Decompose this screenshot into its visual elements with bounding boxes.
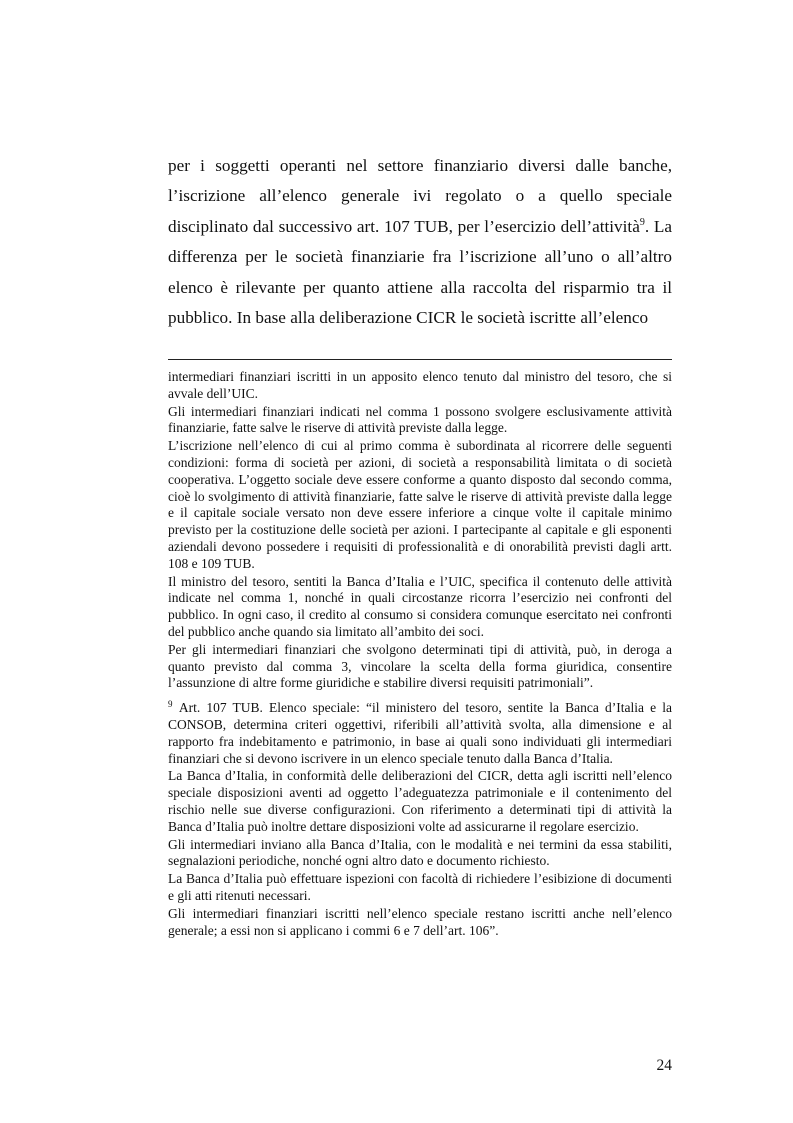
footnotes-area [168,369,672,940]
footnote-continued-paragraph: Il ministro del tesoro, sentiti la Banca d’Italia e l’UIC, specifica il contenuto delle attività indicate nel comma 1, nonché in quali circostanze ricorra l’esercizio nei confronti del pubblico. In ogni caso, il credito al consumo si considera comunque esercitato nei confronti del pubblico anche quando sia limitato all’ambito dei soci. [168,573,672,639]
page-number: 24 [656,1057,672,1074]
footnote-9-paragraph: Gli intermediari inviano alla Banca d’Italia, con le modalità e nei termini da essa stabiliti, segnalazioni periodiche, nonché ogni altro dato e documento richiesto. [168,836,672,869]
footnote-continued-paragraph: intermediari finanziari iscritti in un apposito elenco tenuto dal ministro del tesoro, che si avvale dell’UIC. [168,369,672,401]
body-text-part-2: . La differenza per le società finanziarie fra l’iscrizione all’uno o all’altro elenco è rilevante per quanto attiene alla raccolta del risparmio tra il pubblico. In base alla deliberazione CICR le società iscritte all’elenco [168,216,672,328]
body-paragraph [168,151,672,333]
footnote-9-mark: 9 [168,699,173,710]
footnote-separator [168,359,672,360]
footnote-9-paragraph: Gli intermediari finanziari iscritti nell’elenco speciale restano iscritti anche nell’elenco generale; a essi non si applicano i commi 6 e 7 dell’art. 106”. [168,905,672,938]
footnote-9-paragraph [168,700,672,767]
footnote-9-paragraph: La Banca d’Italia, in conformità delle deliberazioni del CICR, detta agli iscritti nell’elenco speciale disposizioni aventi ad oggetto l’adeguatezza patrimoniale e il contenimento del rischio nelle sue diverse configurazioni. Con riferimento a determinati tipi di attività la Banca d’Italia può inoltre dettare disposizioni volte ad assicurarne il regolare esercizio. [168,768,672,834]
footnote-reference-9[interactable]: 9 [639,216,645,228]
footnote-9-text: Art. 107 TUB. Elenco speciale: “il ministero del tesoro, sentite la Banca d’Italia e la CONSOB, determina criteri oggettivi, riferibili all’attività svolta, alla dimensione e al rapporto fra indebitamento e patrimonio, in base ai quali sono individuati gli intermediari finanziari che si devono iscrivere in un elenco speciale tenuto dalla Banca d’Italia. [168,700,672,766]
footnote-continued-paragraph: Gli intermediari finanziari indicati nel comma 1 possono svolgere esclusivamente attività finanziarie, fatte salve le riserve di attività previste dalla legge. [168,403,672,436]
footnote-9-paragraph: La Banca d’Italia può effettuare ispezioni con facoltà di richiedere l’esibizione di documenti e gli atti ritenuti necessari. [168,871,672,903]
footnote-continued-paragraph: Per gli intermediari finanziari che svolgono determinati tipi di attività, può, in deroga a quanto previsto dal comma 3, vincolare la scelta della forma giuridica, consentire l’assunzione di altre forme giuridiche e stabilire diversi requisiti patrimoniali”. [168,641,672,691]
body-text-part-1: per i soggetti operanti nel settore finanziario diversi dalle banche, l’iscrizione all’elenco generale ivi regolato o a quello speciale disciplinato dal successivo art. 107 TUB, per l’esercizio dell’attività [168,156,672,236]
footnote-continued-paragraph: L’iscrizione nell’elenco di cui al primo comma è subordinata al ricorrere delle seguenti condizioni: forma di società per azioni, di società a responsabilità limitata o di società cooperativa. L’oggetto sociale deve essere conforme a quanto disposto dal secondo comma, cioè lo svolgimento di attività finanziarie, fatte salve le riserve di attività previste dalla legge e il capitale sociale versato non deve essere inferiore a cinque volte il capitale minimo previsto per la costituzione delle società per azioni. I partecipante al capitale e gli esponenti aziendali devono possedere i requisiti di professionalità e di onorabilità previsti dagli artt. 108 e 109 TUB. [168,438,672,571]
